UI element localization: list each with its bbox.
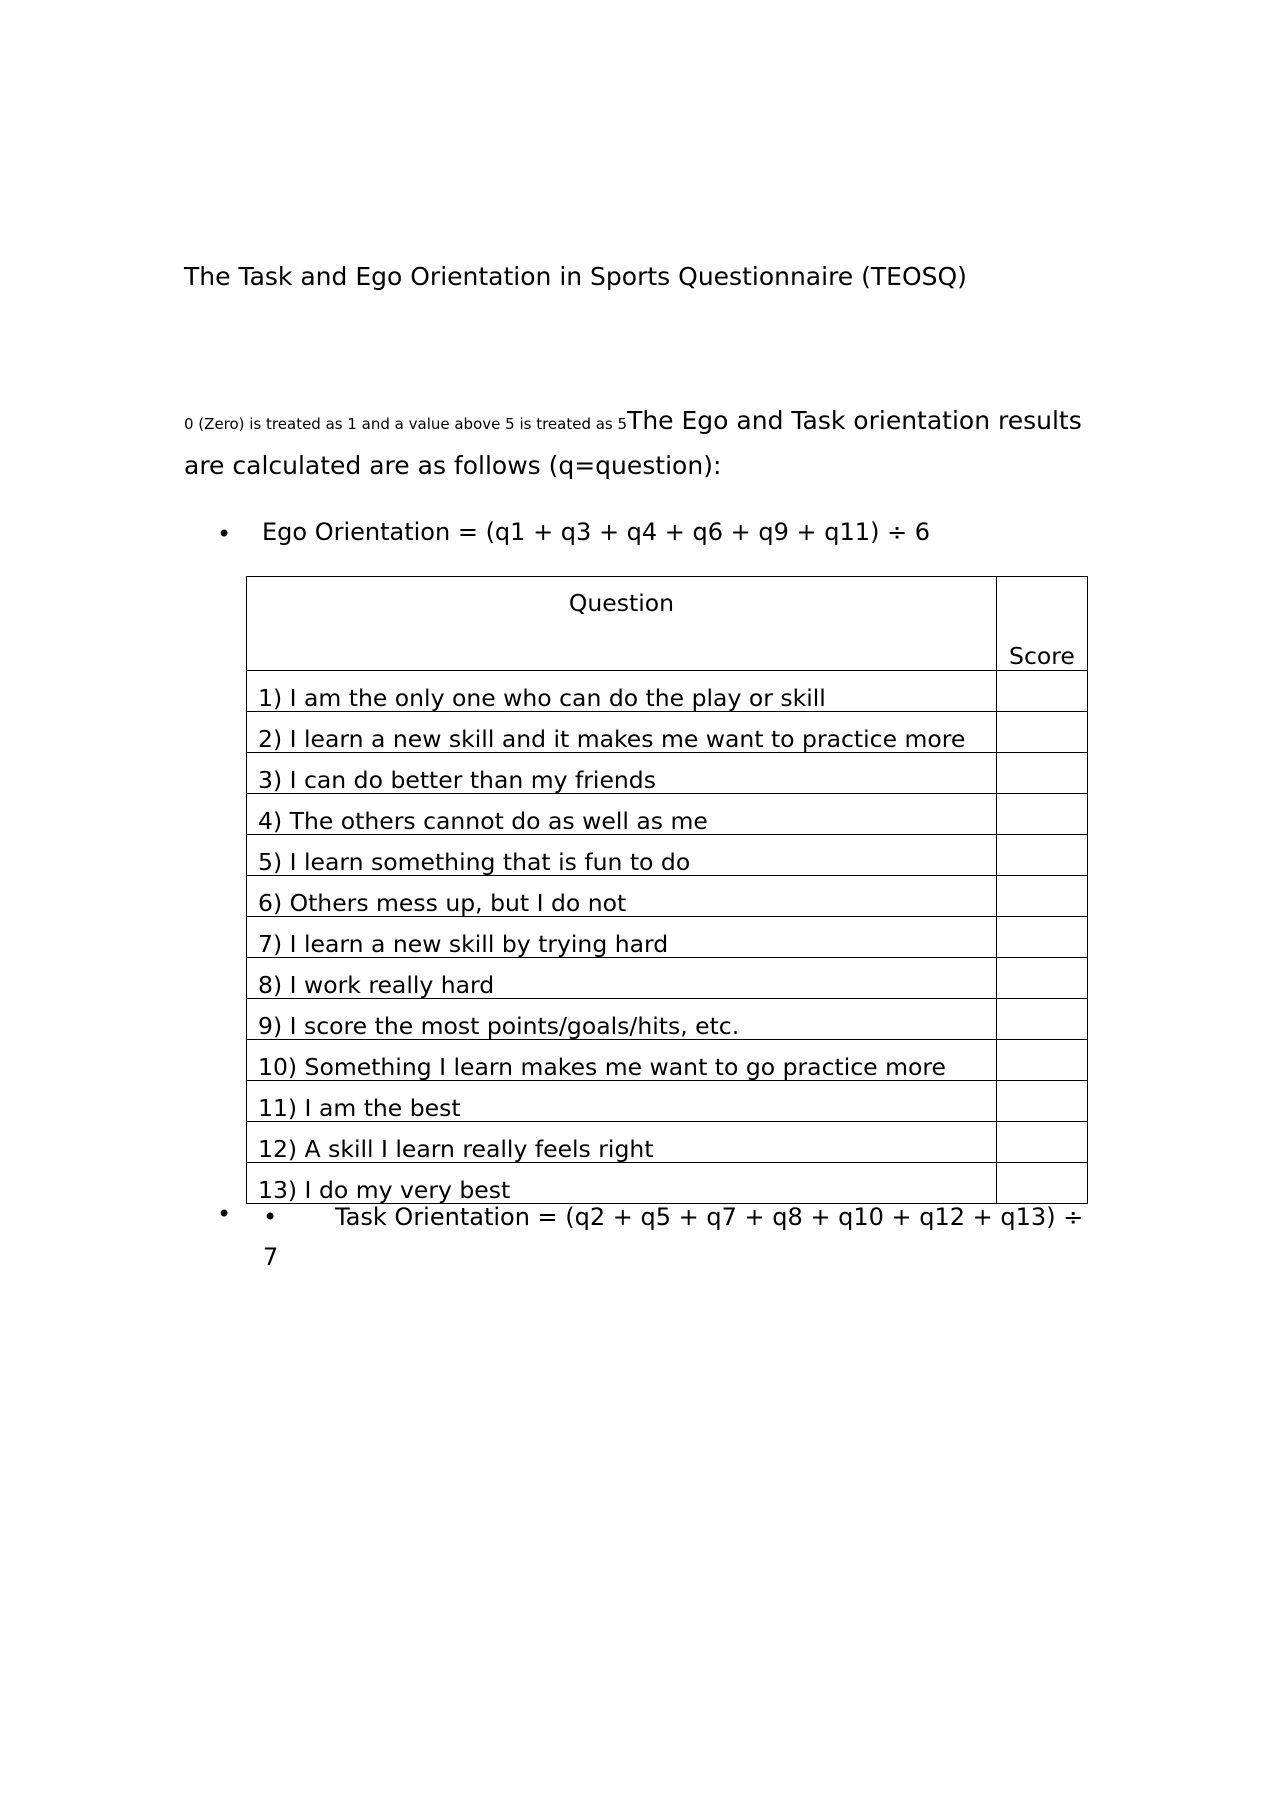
- score-cell[interactable]: [996, 1122, 1087, 1163]
- intro-text: The Ego and Task orientation results are calculated are as follows (q=question):: [184, 406, 1082, 480]
- table-row: [247, 835, 1088, 876]
- score-cell[interactable]: [996, 1081, 1087, 1122]
- score-cell[interactable]: [996, 794, 1087, 835]
- table-row: [247, 876, 1088, 917]
- score-cell[interactable]: [996, 753, 1087, 794]
- task-formula-text: Task Orientation = (q2 + q5 + q7 + q8 + q10 + q12 + q13) ÷ 7: [263, 1203, 1084, 1271]
- score-cell[interactable]: [996, 671, 1087, 712]
- score-cell[interactable]: [996, 999, 1087, 1040]
- question-cell: 8) I work really hard: [247, 958, 997, 999]
- table-row: [247, 999, 1088, 1040]
- score-cell[interactable]: [996, 1040, 1087, 1081]
- question-cell: 9) I score the most points/goals/hits, etc.: [247, 999, 997, 1040]
- question-cell: 3) I can do better than my friends: [247, 753, 997, 794]
- task-orientation-formula: [263, 1197, 1093, 1277]
- question-column-header: Question: [247, 577, 997, 671]
- question-cell: 13) I do my very best: [247, 1163, 997, 1204]
- questionnaire-table: [246, 576, 1088, 1204]
- table-row: [247, 794, 1088, 835]
- score-column-header: Score: [996, 577, 1087, 671]
- question-cell: 12) A skill I learn really feels right: [247, 1122, 997, 1163]
- table-row: [247, 1122, 1088, 1163]
- task-inner-bullet: •: [263, 1203, 278, 1231]
- scoring-note: 0 (Zero) is treated as 1 and a value above 5 is treated as 5: [184, 415, 628, 433]
- table-row: [247, 1040, 1088, 1081]
- ego-bullet: •: [217, 520, 232, 548]
- score-cell[interactable]: [996, 712, 1087, 753]
- question-cell: 11) I am the best: [247, 1081, 997, 1122]
- page-title: The Task and Ego Orientation in Sports Questionnaire (TEOSQ): [184, 262, 967, 291]
- table-row: [247, 958, 1088, 999]
- question-cell: 1) I am the only one who can do the play or skill: [247, 671, 997, 712]
- question-cell: 4) The others cannot do as well as me: [247, 794, 997, 835]
- score-cell[interactable]: [996, 835, 1087, 876]
- table-row: [247, 712, 1088, 753]
- intro-paragraph: [184, 400, 1084, 486]
- table-row: [247, 753, 1088, 794]
- question-cell: 2) I learn a new skill and it makes me want to practice more: [247, 712, 997, 753]
- table-row: [247, 1081, 1088, 1122]
- question-cell: 6) Others mess up, but I do not: [247, 876, 997, 917]
- score-cell[interactable]: [996, 876, 1087, 917]
- question-cell: 10) Something I learn makes me want to go practice more: [247, 1040, 997, 1081]
- task-outer-bullet: •: [217, 1200, 232, 1228]
- ego-orientation-formula: Ego Orientation = (q1 + q3 + q4 + q6 + q9 + q11) ÷ 6: [262, 518, 931, 546]
- table-row: [247, 917, 1088, 958]
- question-cell: 7) I learn a new skill by trying hard: [247, 917, 997, 958]
- table-header-row: [247, 577, 1088, 671]
- score-cell[interactable]: [996, 958, 1087, 999]
- table-row: [247, 671, 1088, 712]
- score-cell[interactable]: [996, 917, 1087, 958]
- question-cell: 5) I learn something that is fun to do: [247, 835, 997, 876]
